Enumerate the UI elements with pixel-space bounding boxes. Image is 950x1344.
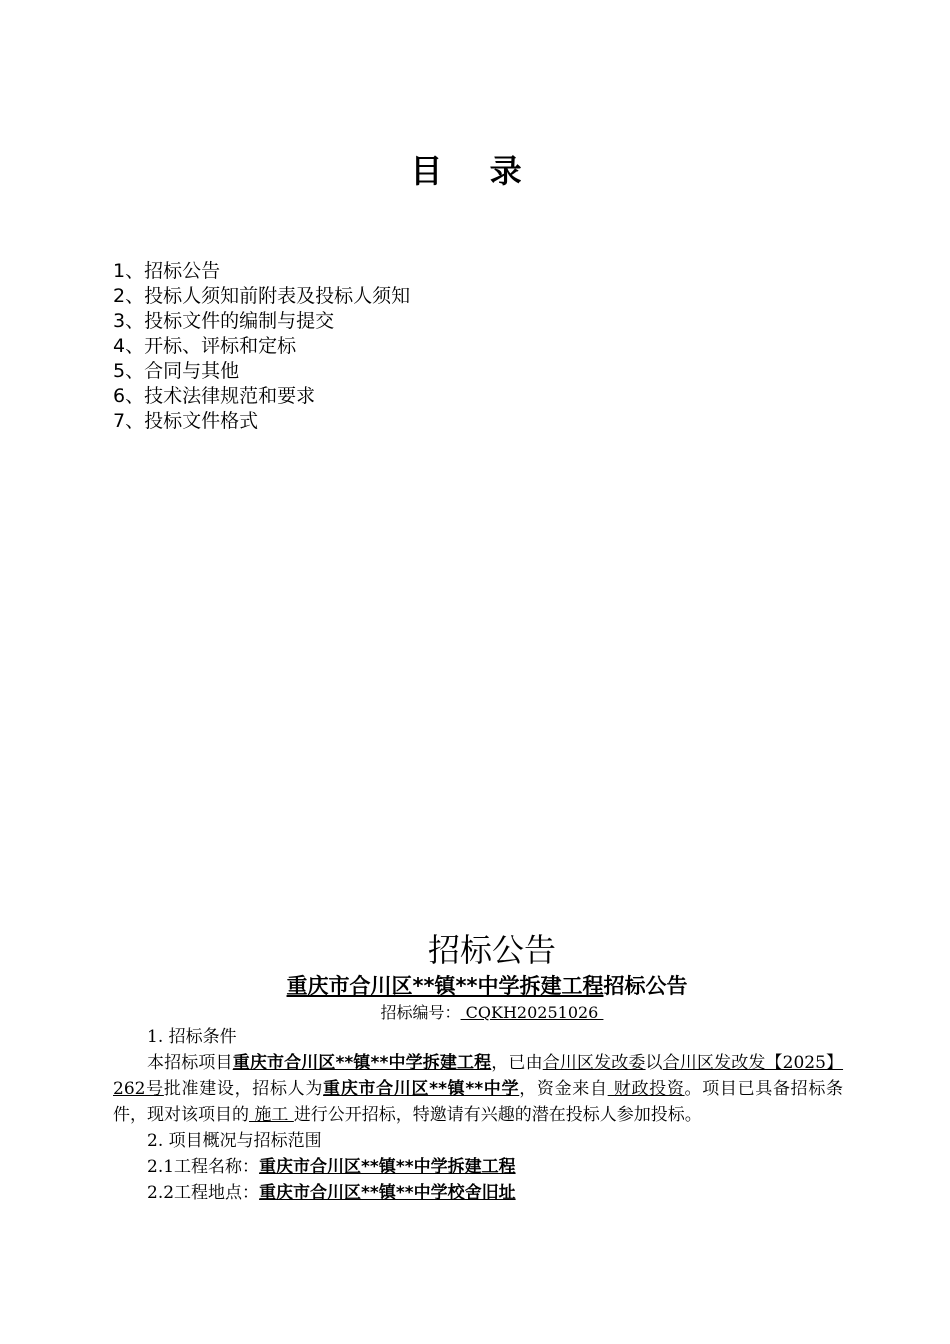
tender-scope: 施工 [249, 1105, 294, 1125]
value: 重庆市合川区**镇**中学校舍旧址 [259, 1183, 516, 1203]
label: 2.1工程名称： [147, 1157, 260, 1177]
toc-item: 4、开标、评标和定标 [113, 335, 297, 357]
toc-list [113, 259, 410, 434]
tender-code-label: 招标编号： [380, 1003, 461, 1022]
value: 重庆市合川区**镇**中学拆建工程 [259, 1157, 516, 1177]
tenderer: 重庆市合川区**镇**中学 [323, 1079, 520, 1099]
toc-item: 5、合同与其他 [113, 360, 240, 382]
text: 。项目已具备招标条件，现对该项目的 [113, 1079, 844, 1125]
subtitle-suffix: 招标公告 [603, 974, 688, 998]
approver: 合川区发改委 [542, 1053, 646, 1073]
notice-title: 招标公告 [427, 931, 556, 969]
toc-item: 2、投标人须知前附表及投标人须知 [113, 285, 411, 307]
toc-item: 7、投标文件格式 [113, 410, 259, 432]
notice-body [113, 1024, 843, 1206]
section-2-heading: 2. 项目概况与招标范围 [147, 1131, 322, 1151]
notice-subtitle [0, 970, 950, 1000]
text: 进行公开招标，特邀请有兴趣的潜在投标人参加投标。 [293, 1105, 702, 1125]
tender-code [0, 1000, 950, 1023]
label: 2.2工程地点： [147, 1183, 260, 1203]
project-name: 重庆市合川区**镇**中学拆建工程 [232, 1053, 492, 1073]
text: ，已由 [491, 1053, 543, 1073]
approval-doc-number: 合川区发改发【2025】262号 [113, 1053, 844, 1099]
text: 本招标项目 [147, 1053, 233, 1073]
text: 以 [645, 1053, 663, 1073]
toc-item: 1、招标公告 [113, 260, 221, 282]
section-1-heading: 1. 招标条件 [147, 1027, 237, 1047]
text: ，资金来自 [519, 1079, 608, 1099]
funding-source: 财政投资 [607, 1079, 685, 1099]
subtitle-project: 重庆市合川区**镇**中学拆建工程 [286, 974, 604, 998]
tender-code-value: CQKH20251026 [460, 1003, 604, 1022]
toc-item: 3、投标文件的编制与提交 [113, 310, 335, 332]
text: 批准建设，招标人为 [163, 1079, 324, 1099]
project-name-line [113, 1154, 843, 1180]
toc-title: 目 录 [410, 152, 540, 190]
project-location-line [113, 1180, 843, 1206]
section-1-paragraph [113, 1050, 843, 1128]
toc-item: 6、技术法律规范和要求 [113, 385, 316, 407]
